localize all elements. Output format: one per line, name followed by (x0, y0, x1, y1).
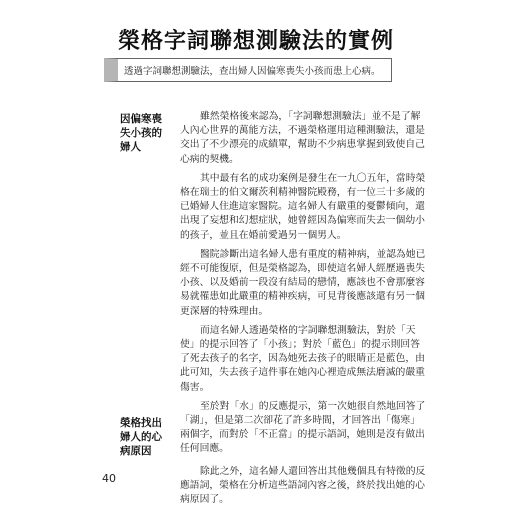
page-title: 榮格字詞聯想測驗法的實例 (118, 29, 395, 54)
paragraph (180, 248, 472, 319)
subtitle-box (104, 58, 392, 82)
paragraph (180, 400, 472, 457)
text-line: 雖然榮格後來認為，「字詞聯想測驗法」並不是了解 (200, 111, 421, 122)
page-number: 40 (102, 472, 116, 485)
text-line: 至於對「水」的反應提示，第一次她很自然地回答了 (200, 400, 426, 412)
text-line: 格在瑞士的伯文爾茨利精神醫院殿務，有一位三十多歲的 (180, 187, 425, 199)
paragraph (180, 172, 472, 243)
text-line: 除此之外，這名婦人還回答出其他幾個具有特徵的反 (200, 465, 426, 477)
side-label-line: 失小孩的 (120, 127, 162, 139)
side-label-line: 婦人 (120, 141, 141, 153)
text-line: 已婚婦人住進這家醫院。這名婦人有嚴重的憂鬱傾向，還 (180, 201, 425, 213)
text-line: 傷害。 (180, 381, 210, 393)
text-line: 了死去孩子的名字，因為她死去孩子的眼睛正是藍色，由 (180, 353, 425, 365)
paragraph (180, 110, 472, 167)
text-line: 病原因了。 (180, 494, 229, 506)
text-line: 出現了妄想和幻想症狀，她曾經因為偏寒而失去一個幼小 (180, 215, 425, 227)
text-line: 的孩子，並且在婚前愛過另一個男人。 (180, 229, 347, 241)
side-label-cause-found (120, 416, 178, 458)
body-text (180, 110, 472, 512)
side-label-line: 婦人的心 (120, 431, 162, 443)
text-line: 任何回應。 (180, 443, 229, 455)
side-label-line: 榮格找出 (120, 417, 162, 429)
side-label-grieving-woman (120, 112, 178, 154)
paragraph (180, 465, 472, 508)
text-line: 醫院診斷出這名婦人患有重度的精神病，並認為她已 (200, 248, 426, 260)
text-line: 心病的契機。 (180, 153, 239, 165)
text-line: 此可知，失去孩子這件事在她內心裡造成無法磨滅的嚴重 (180, 367, 425, 379)
text-line: 兩個字，而對於「不正當」的提示語詞，她則是沒有做出 (180, 429, 425, 441)
side-label-line: 因偏寒喪 (120, 113, 162, 125)
text-line: 使」的提示回答了「小孩」；對於「藍色」的提示則回答 (180, 339, 421, 351)
text-line: 經不可能復原，但是榮格認為，即使這名婦人經歷過喪失 (180, 263, 425, 275)
text-line: 其中最有名的成功案例是發生在一九〇五年，當時榮 (200, 172, 426, 184)
text-line: 易就罹患如此嚴重的精神疾病，可見背後應該還有另一個 (180, 291, 425, 303)
text-line: 應語詞，榮格在分析這些語詞內容之後，終於找出她的心 (180, 479, 425, 491)
side-label-line: 病原因 (120, 445, 152, 457)
page-subtitle: 透過字詞聯想測驗法，查出婦人因偏寒喪失小孩而患上心病。 (124, 66, 381, 77)
text-line: 而這名婦人透過榮格的字詞聯想測驗法，對於「天 (200, 324, 416, 336)
text-line: 人內心世界的萬能方法，不過榮格運用這種測驗法，還是 (180, 125, 425, 137)
text-line: 更深層的特殊理由。 (180, 305, 269, 317)
text-line: 小孩、以及婚前一段沒有結局的戀情，應該也不會那麼容 (180, 277, 425, 289)
text-line: 「湖」，但是第二次卻花了許多時間，才回答出「傷寒」 (180, 415, 421, 427)
paragraph (180, 324, 472, 395)
text-line: 交出了不少漂亮的成績單，幫助不少病患掌握到致使自己 (180, 139, 425, 151)
